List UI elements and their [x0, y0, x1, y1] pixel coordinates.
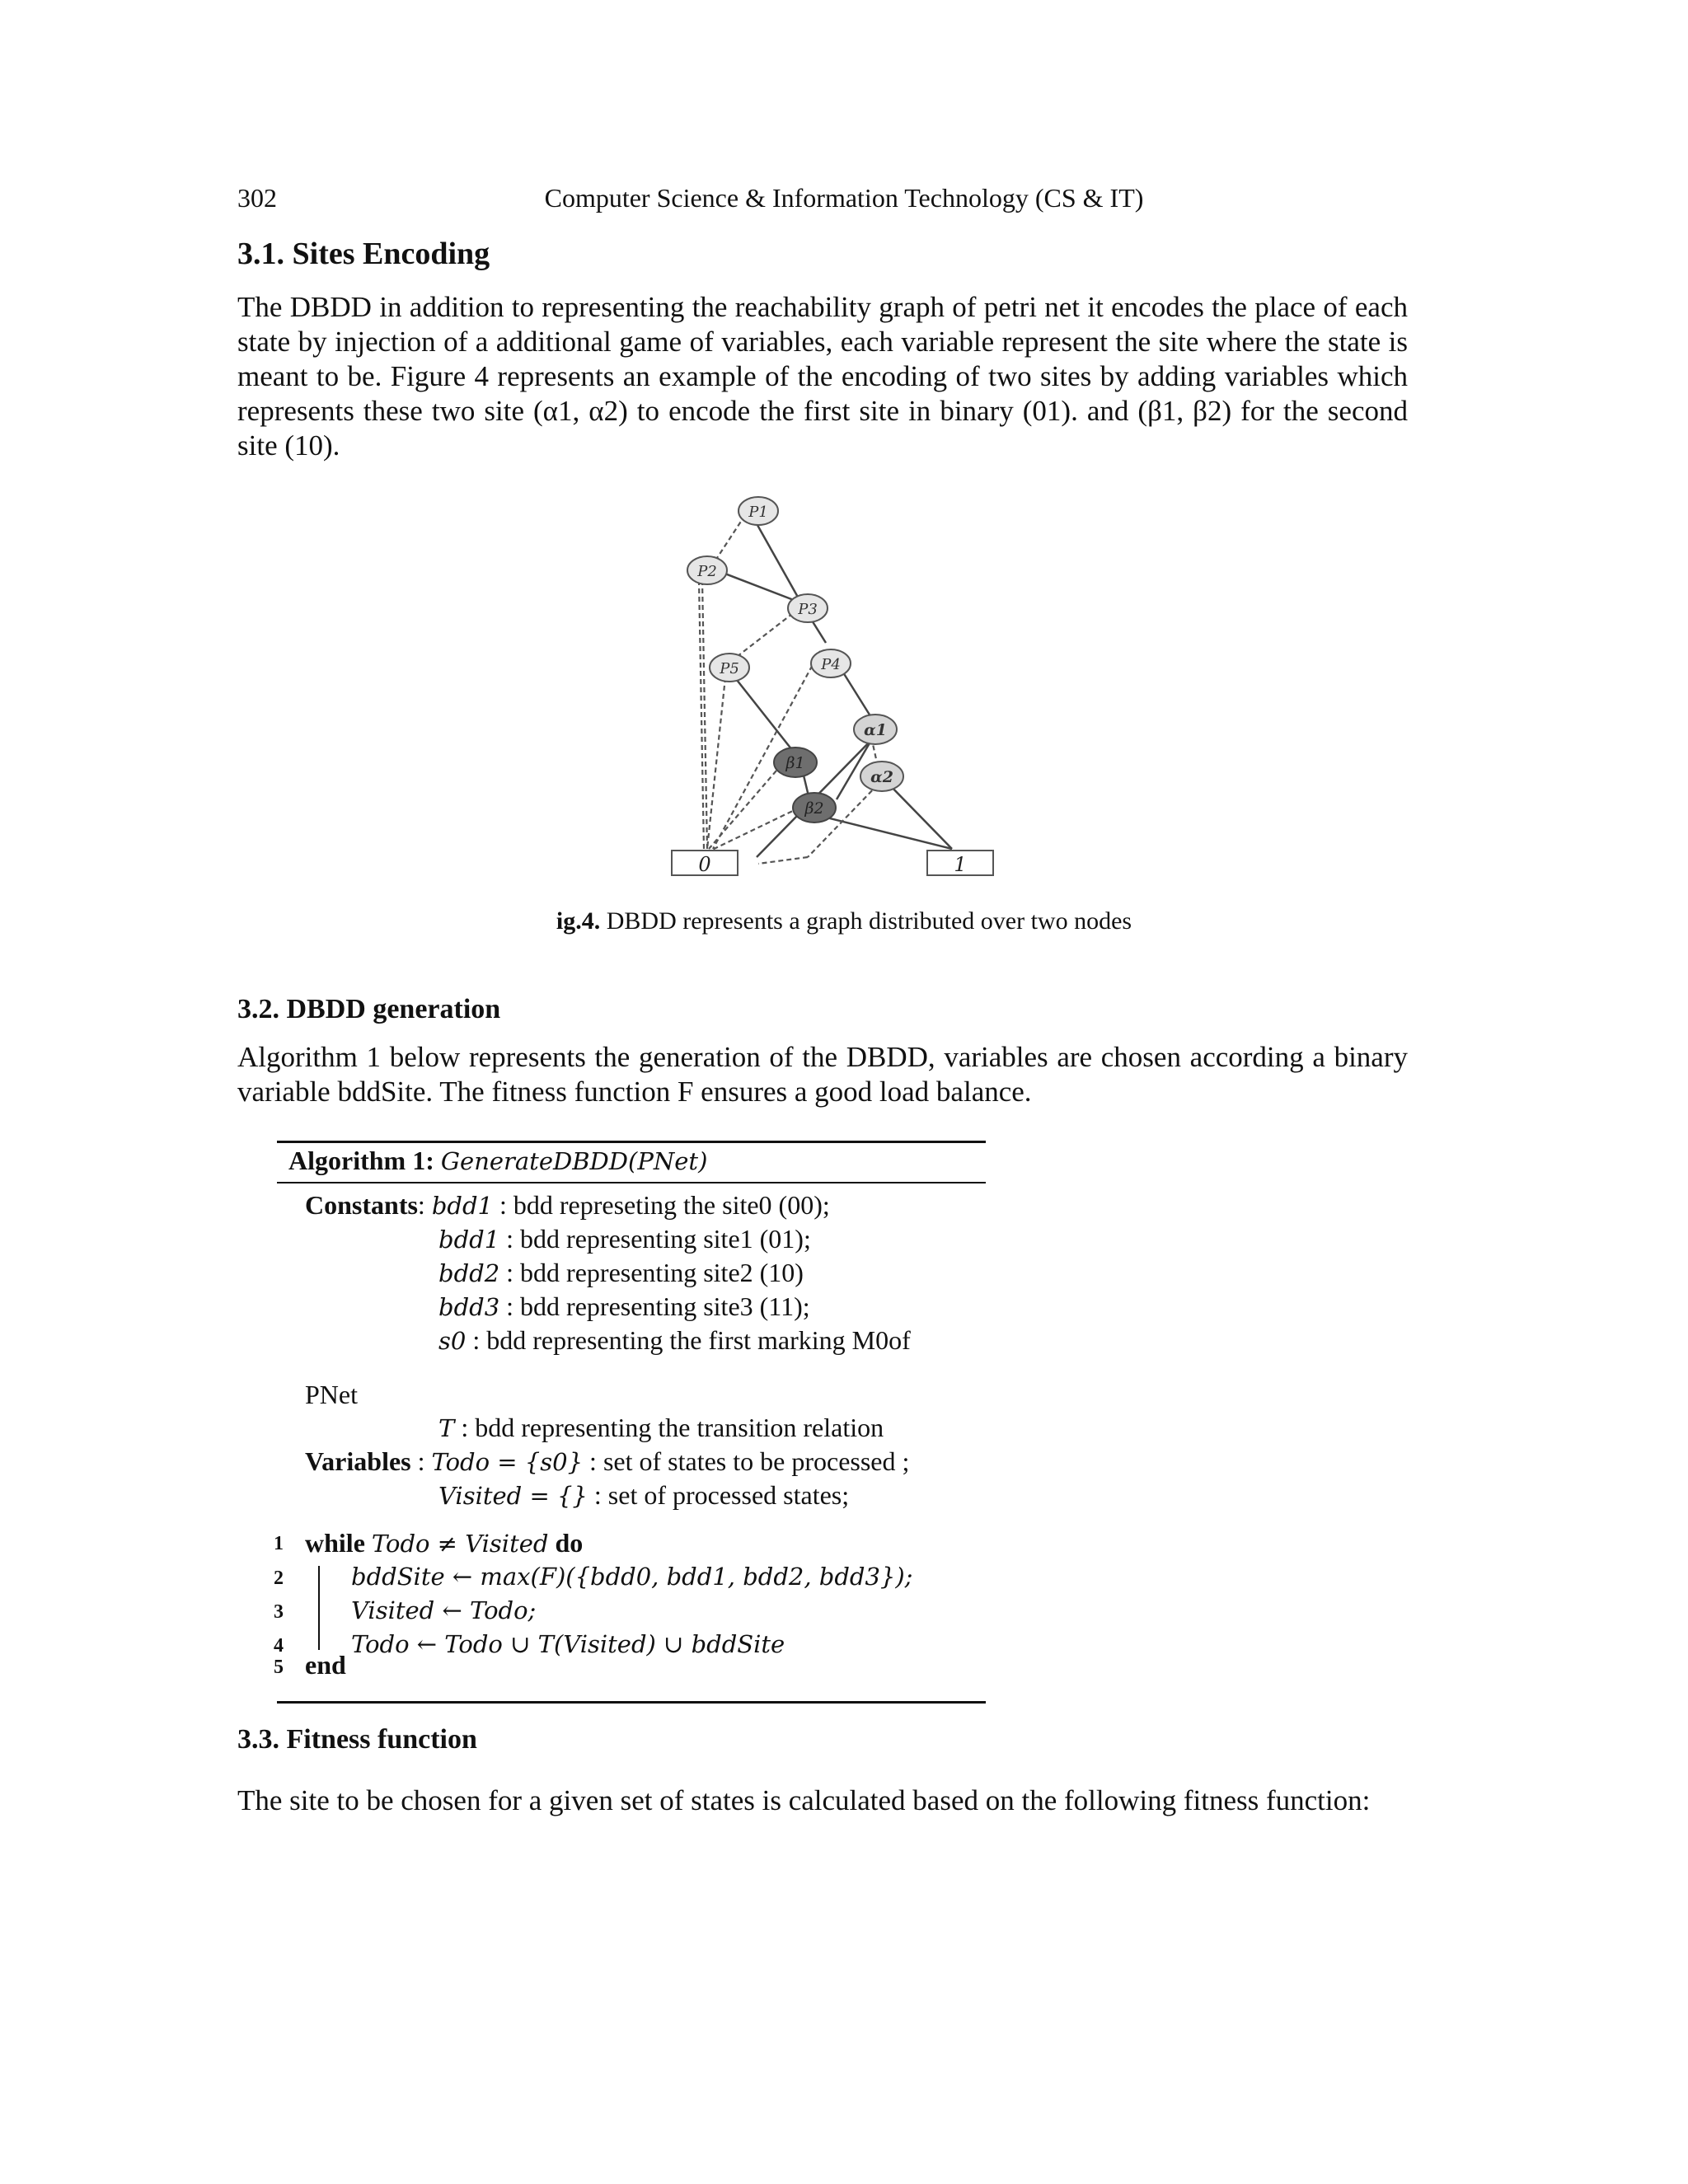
figure-caption-text: DBDD represents a graph distributed over two nodes	[606, 907, 1132, 935]
edge	[715, 515, 745, 560]
figure-caption	[0, 907, 1688, 935]
svg-text:β1: β1	[785, 754, 805, 772]
algorithm-constants-line: Constants: bdd1 : bdd represeting the site0 (00);	[305, 1190, 830, 1220]
edge	[699, 580, 704, 849]
svg-text:α2: α2	[870, 768, 893, 786]
section-heading-fitness-function: 3.3. Fitness function	[237, 1724, 477, 1755]
svg-text:P1: P1	[748, 504, 768, 521]
node-p1	[738, 497, 778, 525]
paragraph-fitness-function: The site to be chosen for a given set of states is calculated based on the following fitness function:	[237, 1784, 1371, 1816]
page-number: 302	[237, 183, 277, 213]
variables-label: Variables	[305, 1446, 411, 1476]
terminal-one	[927, 851, 993, 876]
algorithm-constant: bdd2 : bdd representing site2 (10)	[438, 1258, 804, 1287]
algorithm-variable: Visited = {} : set of processed states;	[438, 1480, 850, 1510]
svg-text:β2: β2	[804, 799, 824, 818]
svg-text:P5: P5	[720, 660, 739, 677]
algorithm-variables-line: Variables : Todo = {s0} : set of states to be processed ;	[305, 1446, 910, 1476]
svg-text:P3: P3	[798, 601, 818, 618]
algorithm-transition-relation: T : bdd representing the transition relation	[438, 1413, 884, 1442]
edge	[709, 758, 787, 849]
algorithm-pnet: PNet	[305, 1380, 358, 1409]
algorithm-constant: bdd1 : bdd representing site1 (01);	[438, 1224, 811, 1254]
edge	[886, 781, 952, 849]
algorithm-bottom-rule	[277, 1701, 986, 1704]
section-heading-sites-encoding: 3.1. Sites Encoding	[237, 237, 490, 271]
edge	[702, 580, 707, 849]
running-header: Computer Science & Information Technology (CS & IT)	[544, 183, 1144, 213]
node-beta1	[774, 748, 817, 777]
svg-text:P2: P2	[697, 563, 717, 580]
algorithm-loop-bar	[318, 1566, 320, 1650]
svg-text:P4: P4	[821, 656, 841, 673]
edge	[734, 676, 795, 754]
node-beta2	[793, 793, 836, 823]
node-p3	[788, 594, 828, 622]
figure-caption-label: ig.4.	[556, 907, 601, 935]
paragraph-sites-encoding: The DBDD in addition to representing the reachability graph of petri net it encodes the place of each state by injection of a additional game of variables, each variable represent the site where the state is meant to be. Figure 4 represents an example of the encoding of two sites by adding variables which represents these two site (α1, α2) to encode the first site in binary (01). and (β1, β2) for the second site (10).	[237, 291, 1408, 462]
algorithm-top-rule	[277, 1141, 986, 1143]
node-alpha2	[860, 762, 903, 791]
algorithm-title: Algorithm 1: GenerateDBDD(PNet)	[288, 1146, 708, 1175]
node-p4	[811, 649, 851, 677]
svg-text:0: 0	[698, 853, 711, 876]
algorithm-constant: s0 : bdd representing the first marking M0of	[438, 1325, 911, 1355]
node-p2	[687, 556, 727, 584]
constants-label: Constants	[305, 1190, 418, 1220]
edge	[734, 608, 799, 659]
terminal-zero	[672, 851, 738, 876]
node-p5	[710, 654, 749, 682]
dbdd-figure	[668, 494, 1022, 898]
svg-text:1: 1	[954, 853, 967, 876]
algorithm-title-rule	[277, 1182, 986, 1183]
node-alpha1	[854, 715, 897, 744]
edge	[758, 857, 808, 864]
algorithm-box: Algorithm 1: GenerateDBDD(PNet) Constants: bdd1 : bdd represeting the site0 (00); bdd1 : bdd representing site1 (01); bdd2 : bdd representing site2 (10) bdd3 : bdd representing site3 (11); s0 : bdd representing the first marking M0of PNet T : bdd representing the transition relation Variables : Todo = {s0} : set of states to be processed ; Visited = {} : set of processed states; 1 while Todo ≠ Visited do 2 bddSite ← max(F)({bdd0, bdd1, bdd2, bdd3}); 3 Visited ← Todo; 4 Todo ← Todo ∪ T(Visited) ∪ bddSite 5 end	[277, 1141, 986, 1685]
svg-text:α1: α1	[864, 721, 887, 739]
section-heading-dbdd-generation: 3.2. DBDD generation	[237, 994, 501, 1024]
paragraph-dbdd-generation: Algorithm 1 below represents the generation of the DBDD, variables are chosen according a binary variable bddSite. The fitness function F ensures a good load balance.	[237, 1041, 1408, 1108]
edge	[707, 677, 725, 849]
algorithm-constant: bdd3 : bdd representing site3 (11);	[438, 1291, 810, 1321]
edge	[820, 816, 952, 849]
